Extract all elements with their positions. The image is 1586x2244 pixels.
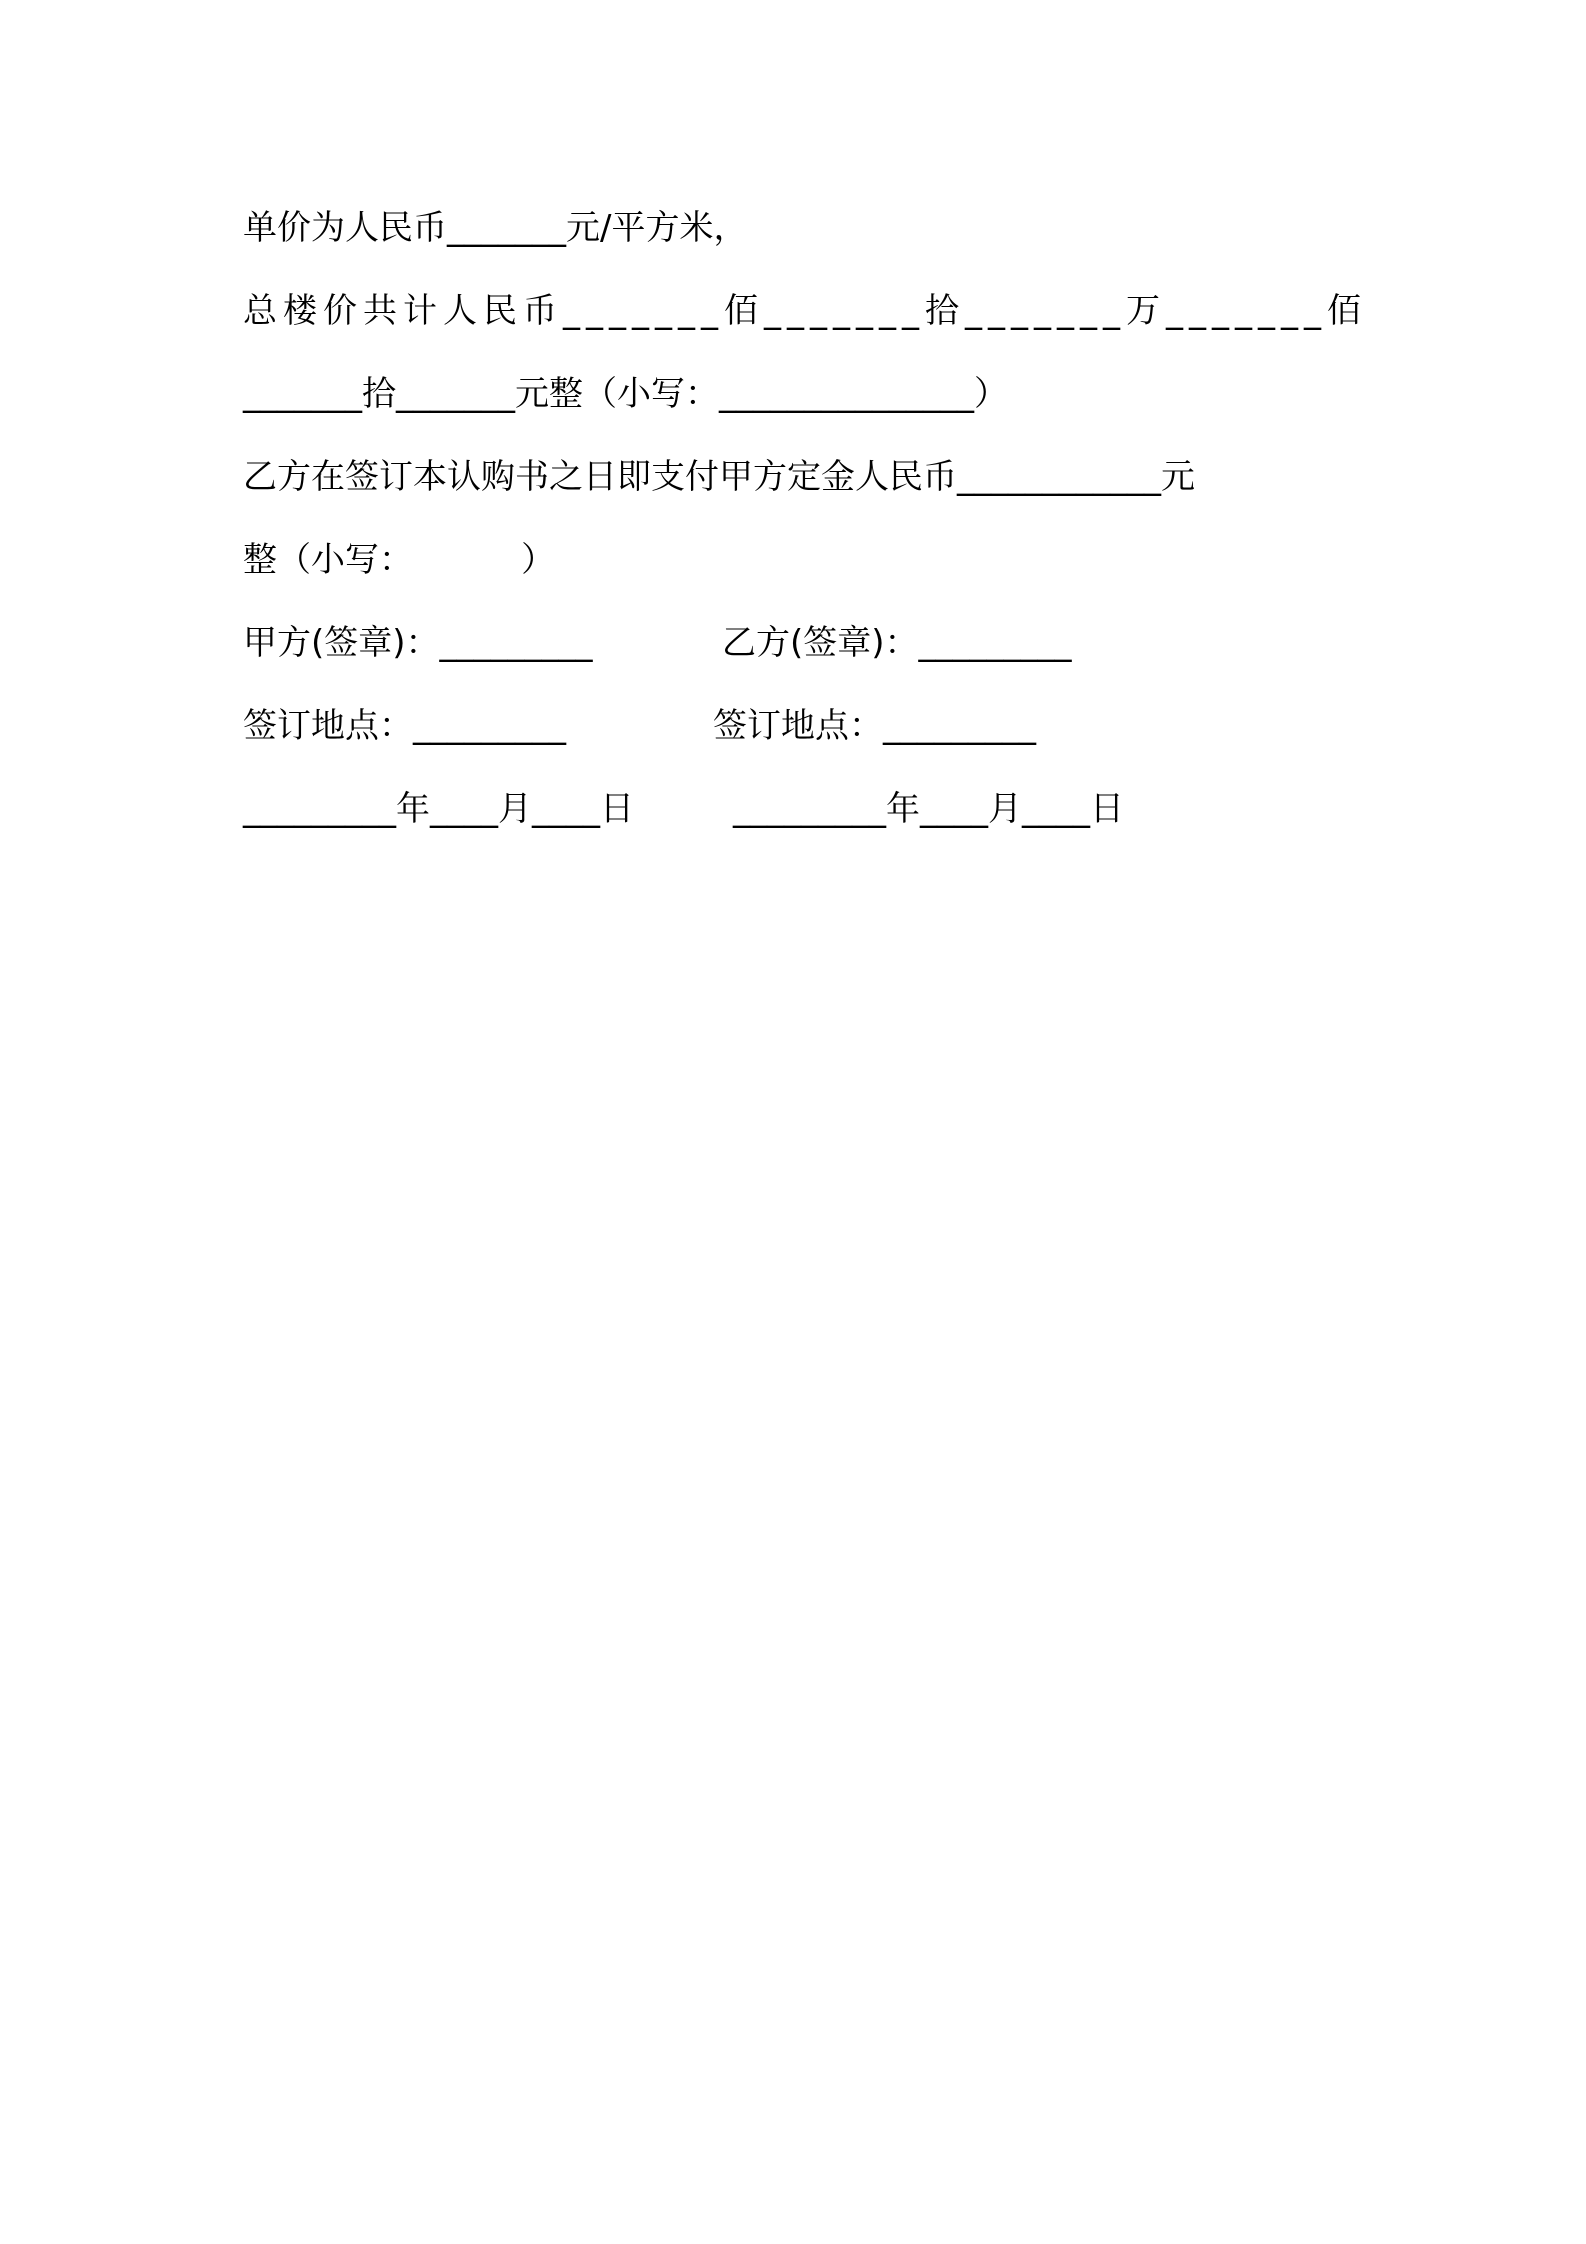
total-price-line-2: _______拾_______元整（小写：_______________） — [243, 374, 1008, 414]
party-b-seal: 乙方(签章)：_________ — [722, 623, 1072, 663]
party-a-seal: 甲方(签章)：_________ — [243, 623, 593, 663]
party-b-signing-place: 签订地点：_________ — [713, 706, 1036, 746]
party-b-date: _________年____月____日 — [733, 789, 1124, 829]
deposit-line-2: 整（小写： ） — [243, 540, 556, 580]
party-a-signing-place: 签订地点：_________ — [243, 706, 566, 746]
total-price-line-1: 总楼价共计人民币_______佰_______拾_______万_______佰 — [243, 291, 1367, 331]
party-a-date: _________年____月____日 — [243, 789, 634, 829]
unit-price-line: 单价为人民币_______元/平方米， — [243, 208, 748, 248]
deposit-line-1: 乙方在签订本认购书之日即支付甲方定金人民币____________元 — [243, 457, 1195, 497]
